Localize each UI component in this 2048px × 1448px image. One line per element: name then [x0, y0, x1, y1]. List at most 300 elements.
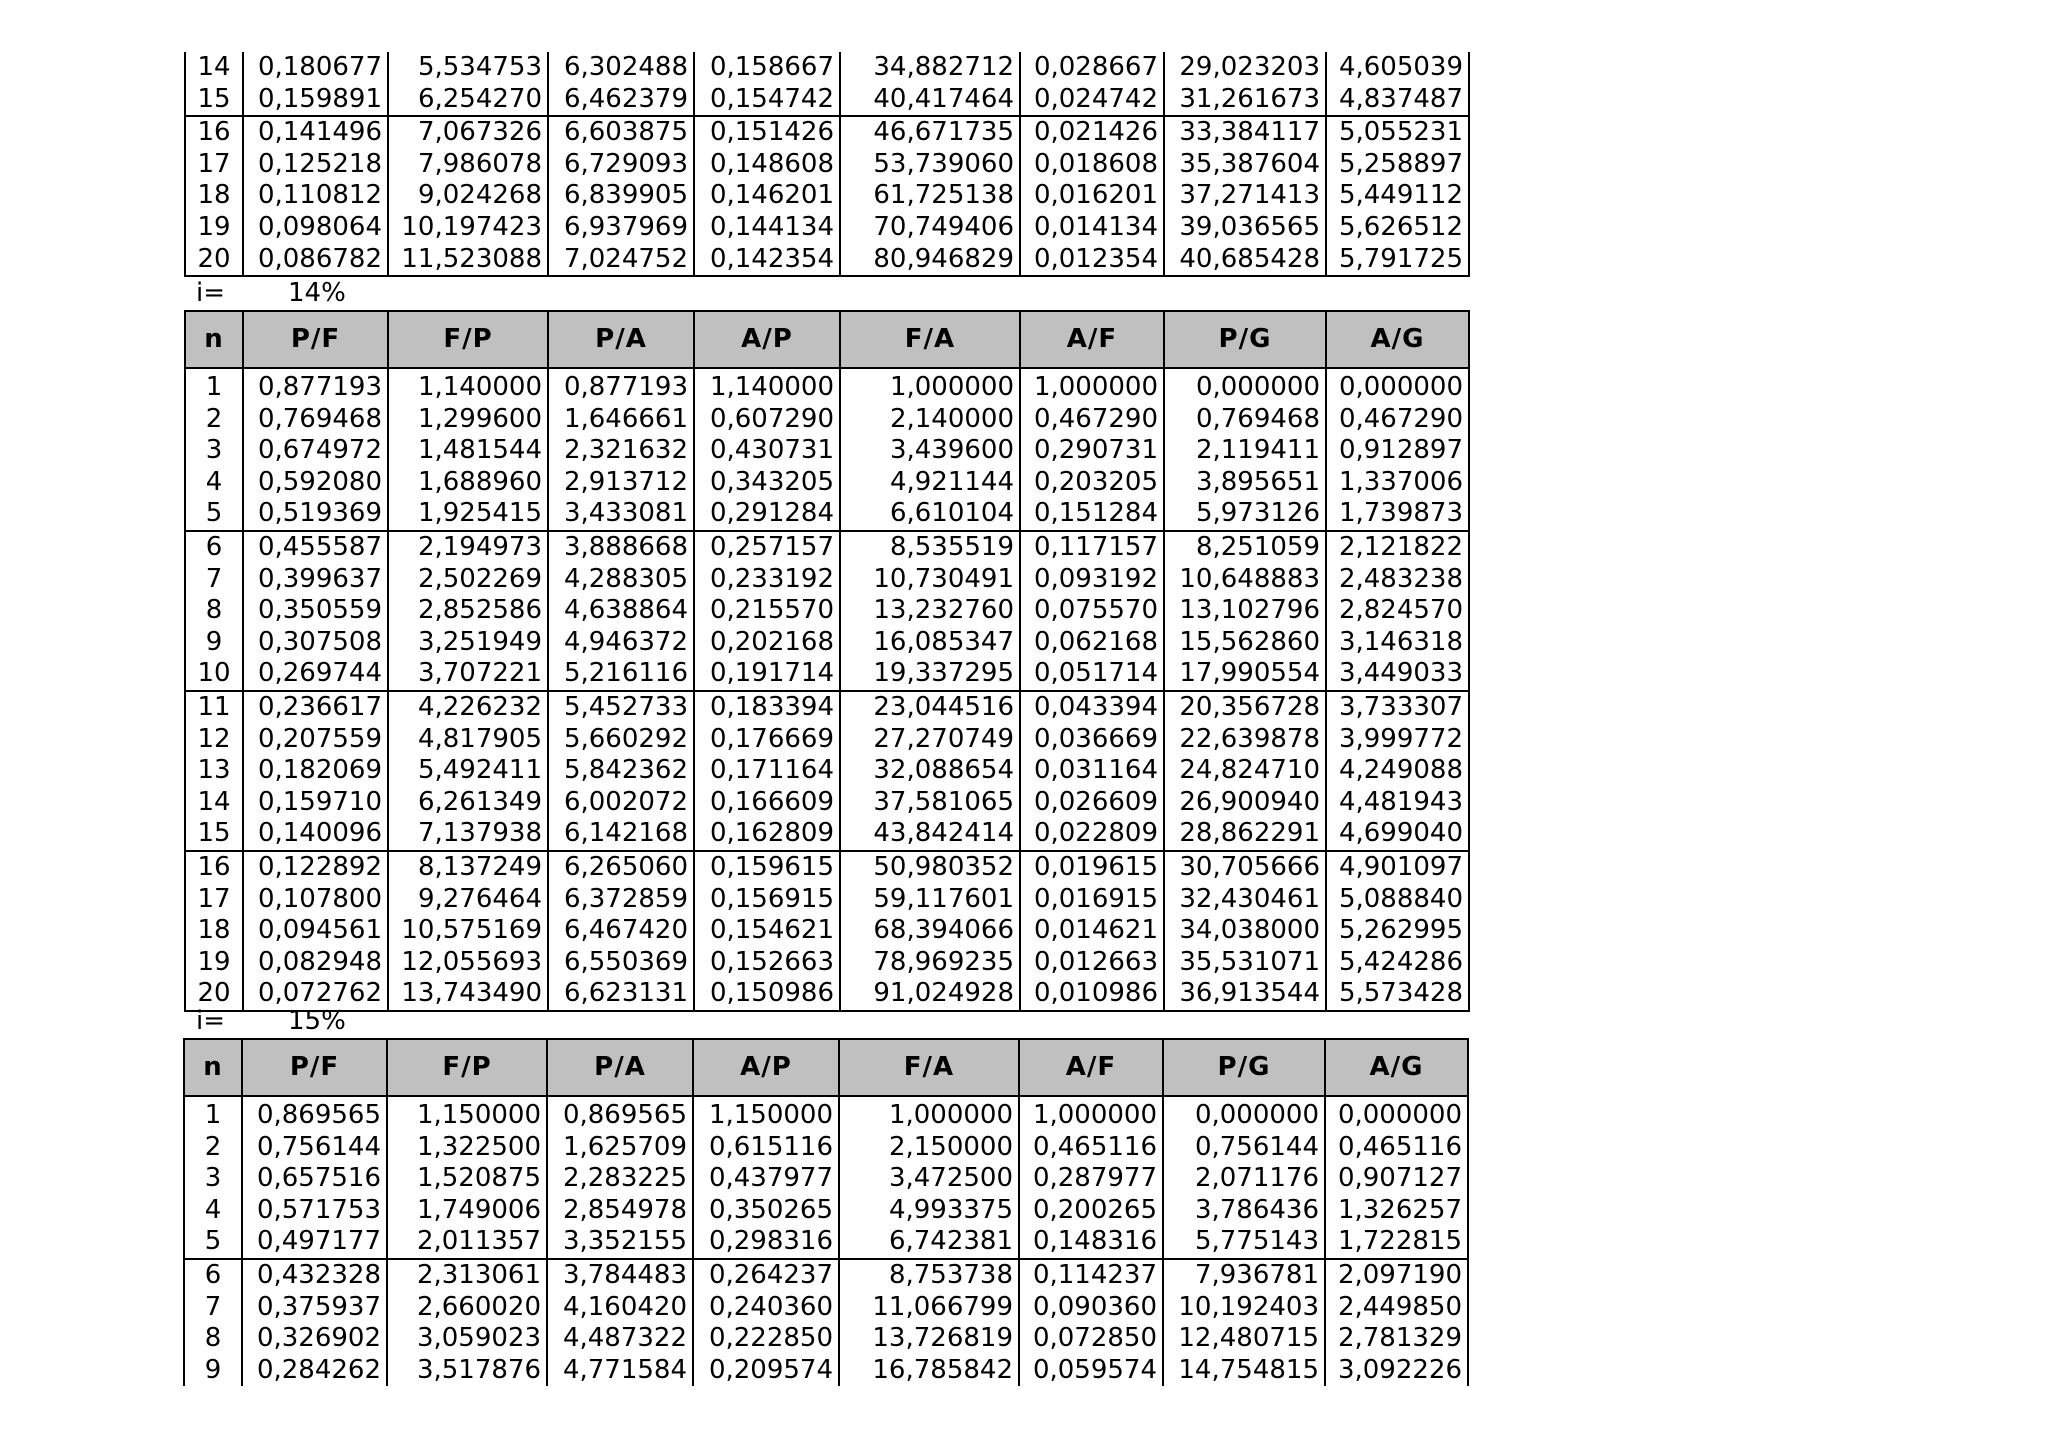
factor-cell: 0,117157: [1020, 531, 1164, 564]
factor-cell: 11,066799: [839, 1292, 1019, 1324]
factor-cell: 23,044516: [840, 691, 1020, 724]
table-body: [185, 52, 1469, 276]
interest-rate-label: [196, 1007, 396, 1035]
factor-cell: 10,648883: [1164, 564, 1326, 596]
table-row: [185, 658, 1469, 691]
factor-cell: 61,725138: [840, 180, 1020, 212]
factor-cell: 0,465116: [1325, 1132, 1468, 1164]
factor-cell: 6,462379: [548, 84, 694, 117]
factor-cell: 31,261673: [1164, 84, 1326, 117]
factor-cell: 1,646661: [548, 404, 694, 436]
period-cell: 9: [184, 1355, 242, 1387]
column-header: P/G: [1163, 1039, 1325, 1096]
table-row: [185, 691, 1469, 724]
factor-cell: 1,322500: [387, 1132, 547, 1164]
factor-cell: 9,276464: [388, 884, 548, 916]
factor-cell: 0,026609: [1020, 787, 1164, 819]
factor-cell: 0,191714: [694, 658, 840, 691]
factor-cell: 2,313061: [387, 1259, 547, 1292]
factor-cell: 30,705666: [1164, 851, 1326, 884]
factor-cell: 2,071176: [1163, 1163, 1325, 1195]
factor-cell: 0,200265: [1019, 1195, 1163, 1227]
column-header: F/A: [840, 311, 1020, 368]
factor-cell: 0,298316: [693, 1226, 839, 1259]
factor-cell: 6,265060: [548, 851, 694, 884]
factor-cell: 0,090360: [1019, 1292, 1163, 1324]
table-row: [185, 978, 1469, 1011]
factor-cell: 0,467290: [1020, 404, 1164, 436]
factor-cell: 0,171164: [694, 755, 840, 787]
factor-cell: 11,523088: [388, 244, 548, 277]
period-cell: 20: [185, 978, 243, 1011]
factor-cell: 0,215570: [694, 595, 840, 627]
period-cell: 16: [185, 851, 243, 884]
factor-cell: 5,258897: [1326, 149, 1469, 181]
column-header: A/P: [693, 1039, 839, 1096]
table-row: [185, 755, 1469, 787]
factor-cell: 3,707221: [388, 658, 548, 691]
factor-cell: 19,337295: [840, 658, 1020, 691]
factor-cell: 0,072762: [243, 978, 388, 1011]
table-row: [184, 1100, 1468, 1132]
factor-cell: 0,209574: [693, 1355, 839, 1387]
factor-cell: 4,771584: [547, 1355, 693, 1387]
factor-cell: 0,912897: [1326, 435, 1469, 467]
period-cell: 19: [185, 947, 243, 979]
factor-cell: 0,455587: [243, 531, 388, 564]
factor-cell: 2,140000: [840, 404, 1020, 436]
factor-cell: 0,657516: [242, 1163, 387, 1195]
factor-cell: 3,733307: [1326, 691, 1469, 724]
table-row: [184, 1195, 1468, 1227]
factor-cell: 0,571753: [242, 1195, 387, 1227]
factor-table-continued: [184, 52, 1470, 277]
column-header: P/F: [242, 1039, 387, 1096]
factor-cell: 13,743490: [388, 978, 548, 1011]
factor-cell: 0,869565: [547, 1100, 693, 1132]
period-cell: 6: [185, 531, 243, 564]
period-cell: 14: [185, 787, 243, 819]
factor-cell: 2,097190: [1325, 1259, 1468, 1292]
table-row: [185, 84, 1469, 117]
factor-table-15-percent: [183, 1038, 1469, 1386]
factor-cell: 0,497177: [242, 1226, 387, 1259]
factor-cell: 0,375937: [242, 1292, 387, 1324]
factor-cell: 2,502269: [388, 564, 548, 596]
factor-cell: 0,350559: [243, 595, 388, 627]
factor-cell: 39,036565: [1164, 212, 1326, 244]
factor-cell: 12,480715: [1163, 1323, 1325, 1355]
factor-cell: 4,817905: [388, 724, 548, 756]
factor-cell: 0,769468: [243, 404, 388, 436]
period-cell: 16: [185, 116, 243, 149]
factor-cell: 0,326902: [242, 1323, 387, 1355]
factor-cell: 4,946372: [548, 627, 694, 659]
factor-cell: 3,146318: [1326, 627, 1469, 659]
factor-cell: 6,610104: [840, 498, 1020, 531]
table-header: [184, 1039, 1468, 1100]
factor-cell: 46,671735: [840, 116, 1020, 149]
factor-cell: 2,011357: [387, 1226, 547, 1259]
factor-cell: 40,685428: [1164, 244, 1326, 277]
factor-cell: 0,159710: [243, 787, 388, 819]
factor-cell: 5,842362: [548, 755, 694, 787]
factor-cell: 0,592080: [243, 467, 388, 499]
period-cell: 8: [185, 595, 243, 627]
factor-cell: 33,384117: [1164, 116, 1326, 149]
factor-cell: 0,203205: [1020, 467, 1164, 499]
period-cell: 14: [185, 52, 243, 84]
period-cell: 6: [184, 1259, 242, 1292]
factor-cell: 3,352155: [547, 1226, 693, 1259]
period-cell: 17: [185, 149, 243, 181]
table-row: [185, 531, 1469, 564]
period-cell: 3: [185, 435, 243, 467]
factor-cell: 6,742381: [839, 1226, 1019, 1259]
factor-cell: 4,921144: [840, 467, 1020, 499]
factor-cell: 0,202168: [694, 627, 840, 659]
factor-cell: 0,432328: [242, 1259, 387, 1292]
factor-cell: 8,137249: [388, 851, 548, 884]
factor-cell: 0,014134: [1020, 212, 1164, 244]
factor-cell: 59,117601: [840, 884, 1020, 916]
table-body: [184, 1100, 1468, 1386]
factor-cell: 4,901097: [1326, 851, 1469, 884]
factor-cell: 0,162809: [694, 818, 840, 851]
factor-cell: 0,028667: [1020, 52, 1164, 84]
factor-cell: 0,907127: [1325, 1163, 1468, 1195]
table-row: [185, 180, 1469, 212]
factor-cell: 0,399637: [243, 564, 388, 596]
factor-cell: 0,869565: [242, 1100, 387, 1132]
factor-cell: 0,154621: [694, 915, 840, 947]
factor-cell: 0,075570: [1020, 595, 1164, 627]
column-header: F/P: [387, 1039, 547, 1096]
factor-cell: 1,299600: [388, 404, 548, 436]
factor-cell: 0,154742: [694, 84, 840, 117]
factor-cell: 0,000000: [1163, 1100, 1325, 1132]
column-header: A/P: [694, 311, 840, 368]
factor-cell: 0,110812: [243, 180, 388, 212]
table-row: [185, 884, 1469, 916]
factor-cell: 2,283225: [547, 1163, 693, 1195]
factor-cell: 36,913544: [1164, 978, 1326, 1011]
period-cell: 5: [184, 1226, 242, 1259]
factor-cell: 1,140000: [388, 372, 548, 404]
factor-cell: 2,121822: [1326, 531, 1469, 564]
factor-cell: 4,249088: [1326, 755, 1469, 787]
factor-cell: 0,257157: [694, 531, 840, 564]
factor-cell: 3,251949: [388, 627, 548, 659]
table-row: [185, 467, 1469, 499]
factor-cell: 4,160420: [547, 1292, 693, 1324]
column-header: P/G: [1164, 311, 1326, 368]
factor-cell: 35,387604: [1164, 149, 1326, 181]
factor-cell: 20,356728: [1164, 691, 1326, 724]
column-header: P/F: [243, 311, 388, 368]
factor-cell: 0,086782: [243, 244, 388, 277]
factor-cell: 34,038000: [1164, 915, 1326, 947]
table-row: [185, 404, 1469, 436]
factor-cell: 6,302488: [548, 52, 694, 84]
factor-cell: 5,492411: [388, 755, 548, 787]
column-header: A/F: [1019, 1039, 1163, 1096]
factor-cell: 0,269744: [243, 658, 388, 691]
table-row: [185, 372, 1469, 404]
factor-cell: 0,607290: [694, 404, 840, 436]
factor-cell: 53,739060: [840, 149, 1020, 181]
factor-cell: 7,024752: [548, 244, 694, 277]
period-cell: 17: [185, 884, 243, 916]
factor-cell: 0,291284: [694, 498, 840, 531]
factor-cell: 3,999772: [1326, 724, 1469, 756]
period-cell: 1: [184, 1100, 242, 1132]
factor-cell: 6,937969: [548, 212, 694, 244]
period-cell: 7: [185, 564, 243, 596]
factor-cell: 3,784483: [547, 1259, 693, 1292]
factor-cell: 4,481943: [1326, 787, 1469, 819]
rate-value: 14%: [288, 278, 346, 308]
table-row: [185, 116, 1469, 149]
factor-cell: 4,605039: [1326, 52, 1469, 84]
table-row: [184, 1226, 1468, 1259]
factor-cell: 5,449112: [1326, 180, 1469, 212]
table-body: [185, 372, 1469, 1011]
factor-cell: 0,051714: [1020, 658, 1164, 691]
factor-cell: 2,194973: [388, 531, 548, 564]
factor-cell: 0,183394: [694, 691, 840, 724]
factor-cell: 0,182069: [243, 755, 388, 787]
column-header: F/A: [839, 1039, 1019, 1096]
factor-cell: 1,520875: [387, 1163, 547, 1195]
header-row: [184, 1039, 1468, 1096]
factor-cell: 3,059023: [387, 1323, 547, 1355]
factor-cell: 1,739873: [1326, 498, 1469, 531]
factor-cell: 0,094561: [243, 915, 388, 947]
factor-cell: 5,573428: [1326, 978, 1469, 1011]
factor-cell: 9,024268: [388, 180, 548, 212]
factor-cell: 0,000000: [1326, 372, 1469, 404]
factor-cell: 0,146201: [694, 180, 840, 212]
factor-cell: 1,000000: [839, 1100, 1019, 1132]
factor-cell: 40,417464: [840, 84, 1020, 117]
period-cell: 2: [184, 1132, 242, 1164]
factor-cell: 10,192403: [1163, 1292, 1325, 1324]
factor-cell: 0,024742: [1020, 84, 1164, 117]
factor-cell: 4,993375: [839, 1195, 1019, 1227]
factor-cell: 4,288305: [548, 564, 694, 596]
factor-cell: 0,072850: [1019, 1323, 1163, 1355]
factor-cell: 10,575169: [388, 915, 548, 947]
factor-cell: 2,150000: [839, 1132, 1019, 1164]
factor-cell: 0,152663: [694, 947, 840, 979]
factor-cell: 34,882712: [840, 52, 1020, 84]
period-cell: 2: [185, 404, 243, 436]
factor-cell: 2,483238: [1326, 564, 1469, 596]
factor-cell: 37,271413: [1164, 180, 1326, 212]
factor-cell: 1,326257: [1325, 1195, 1468, 1227]
factor-cell: 3,449033: [1326, 658, 1469, 691]
period-cell: 7: [184, 1292, 242, 1324]
factor-cell: 3,092226: [1325, 1355, 1468, 1387]
factor-cell: 10,730491: [840, 564, 1020, 596]
factor-cell: 0,010986: [1020, 978, 1164, 1011]
factor-cell: 0,148316: [1019, 1226, 1163, 1259]
factor-cell: 29,023203: [1164, 52, 1326, 84]
factor-cell: 0,043394: [1020, 691, 1164, 724]
factor-cell: 7,936781: [1163, 1259, 1325, 1292]
factor-cell: 1,749006: [387, 1195, 547, 1227]
factor-cell: 35,531071: [1164, 947, 1326, 979]
column-header: A/G: [1325, 1039, 1468, 1096]
factor-cell: 0,016915: [1020, 884, 1164, 916]
period-cell: 18: [185, 180, 243, 212]
table-row: [184, 1163, 1468, 1195]
factor-cell: 0,615116: [693, 1132, 839, 1164]
period-cell: 15: [185, 818, 243, 851]
factor-cell: 1,000000: [1020, 372, 1164, 404]
factor-cell: 0,016201: [1020, 180, 1164, 212]
factor-cell: 16,085347: [840, 627, 1020, 659]
factor-cell: 1,140000: [694, 372, 840, 404]
factor-cell: 0,150986: [694, 978, 840, 1011]
period-cell: 10: [185, 658, 243, 691]
factor-cell: 0,467290: [1326, 404, 1469, 436]
factor-cell: 22,639878: [1164, 724, 1326, 756]
factor-cell: 0,012354: [1020, 244, 1164, 277]
factor-cell: 0,287977: [1019, 1163, 1163, 1195]
factor-cell: 0,000000: [1164, 372, 1326, 404]
header-row: [185, 311, 1469, 368]
period-cell: 4: [185, 467, 243, 499]
factor-cell: 0,264237: [693, 1259, 839, 1292]
factor-cell: 2,660020: [387, 1292, 547, 1324]
factor-cell: 2,913712: [548, 467, 694, 499]
period-cell: 4: [184, 1195, 242, 1227]
table-row: [185, 851, 1469, 884]
factor-cell: 5,534753: [388, 52, 548, 84]
factor-cell: 0,151426: [694, 116, 840, 149]
factor-cell: 0,877193: [548, 372, 694, 404]
factor-cell: 0,465116: [1019, 1132, 1163, 1164]
column-header: A/F: [1020, 311, 1164, 368]
factor-cell: 5,452733: [548, 691, 694, 724]
factor-cell: 1,722815: [1325, 1226, 1468, 1259]
table-row: [185, 915, 1469, 947]
period-cell: 1: [185, 372, 243, 404]
factor-cell: 8,251059: [1164, 531, 1326, 564]
period-cell: 18: [185, 915, 243, 947]
factor-cell: 15,562860: [1164, 627, 1326, 659]
column-header: A/G: [1326, 311, 1469, 368]
factor-cell: 6,254270: [388, 84, 548, 117]
factor-cell: 3,472500: [839, 1163, 1019, 1195]
factor-cell: 26,900940: [1164, 787, 1326, 819]
factor-cell: 70,749406: [840, 212, 1020, 244]
factor-cell: 0,031164: [1020, 755, 1164, 787]
factor-cell: 0,307508: [243, 627, 388, 659]
factor-cell: 2,824570: [1326, 595, 1469, 627]
factor-cell: 0,240360: [693, 1292, 839, 1324]
factor-cell: 4,226232: [388, 691, 548, 724]
factor-cell: 14,754815: [1163, 1355, 1325, 1387]
factor-table-14-percent: [184, 310, 1470, 1012]
factor-cell: 0,236617: [243, 691, 388, 724]
period-cell: 19: [185, 212, 243, 244]
table-row: [185, 724, 1469, 756]
factor-cell: 28,862291: [1164, 818, 1326, 851]
factor-cell: 7,137938: [388, 818, 548, 851]
period-cell: 12: [185, 724, 243, 756]
column-header: n: [184, 1039, 242, 1096]
table-row: [185, 212, 1469, 244]
factor-cell: 0,158667: [694, 52, 840, 84]
factor-cell: 5,775143: [1163, 1226, 1325, 1259]
factor-cell: 32,088654: [840, 755, 1020, 787]
factor-cell: 2,119411: [1164, 435, 1326, 467]
factor-cell: 4,837487: [1326, 84, 1469, 117]
factor-cell: 6,839905: [548, 180, 694, 212]
table-row: [185, 595, 1469, 627]
factor-cell: 10,197423: [388, 212, 548, 244]
factor-cell: 6,002072: [548, 787, 694, 819]
period-cell: 11: [185, 691, 243, 724]
factor-cell: 0,107800: [243, 884, 388, 916]
factor-cell: 4,638864: [548, 595, 694, 627]
factor-cell: 1,625709: [547, 1132, 693, 1164]
period-cell: 20: [185, 244, 243, 277]
factor-cell: 2,854978: [547, 1195, 693, 1227]
factor-cell: 78,969235: [840, 947, 1020, 979]
factor-cell: 5,791725: [1326, 244, 1469, 277]
period-cell: 3: [184, 1163, 242, 1195]
factor-cell: 0,021426: [1020, 116, 1164, 149]
factor-cell: 0,062168: [1020, 627, 1164, 659]
factor-cell: 3,433081: [548, 498, 694, 531]
table-row: [185, 498, 1469, 531]
factor-cell: 0,148608: [694, 149, 840, 181]
factor-cell: 6,261349: [388, 787, 548, 819]
factor-cell: 2,449850: [1325, 1292, 1468, 1324]
factor-cell: 1,925415: [388, 498, 548, 531]
factor-cell: 0,284262: [242, 1355, 387, 1387]
factor-cell: 6,372859: [548, 884, 694, 916]
factor-cell: 3,439600: [840, 435, 1020, 467]
factor-cell: 1,688960: [388, 467, 548, 499]
factor-cell: 24,824710: [1164, 755, 1326, 787]
table-row: [185, 52, 1469, 84]
factor-cell: 3,895651: [1164, 467, 1326, 499]
table-row: [184, 1259, 1468, 1292]
factor-cell: 0,180677: [243, 52, 388, 84]
factor-cell: 12,055693: [388, 947, 548, 979]
factor-cell: 0,756144: [242, 1132, 387, 1164]
factor-cell: 6,550369: [548, 947, 694, 979]
factor-cell: 0,000000: [1325, 1100, 1468, 1132]
table-row: [185, 435, 1469, 467]
factor-cell: 1,481544: [388, 435, 548, 467]
factor-cell: 5,973126: [1164, 498, 1326, 531]
factor-cell: 0,519369: [243, 498, 388, 531]
factor-cell: 5,660292: [548, 724, 694, 756]
factor-cell: 27,270749: [840, 724, 1020, 756]
interest-rate-label: [196, 279, 396, 307]
period-cell: 9: [185, 627, 243, 659]
factor-cell: 0,176669: [694, 724, 840, 756]
factor-cell: 0,019615: [1020, 851, 1164, 884]
factor-cell: 91,024928: [840, 978, 1020, 1011]
factor-cell: 0,437977: [693, 1163, 839, 1195]
